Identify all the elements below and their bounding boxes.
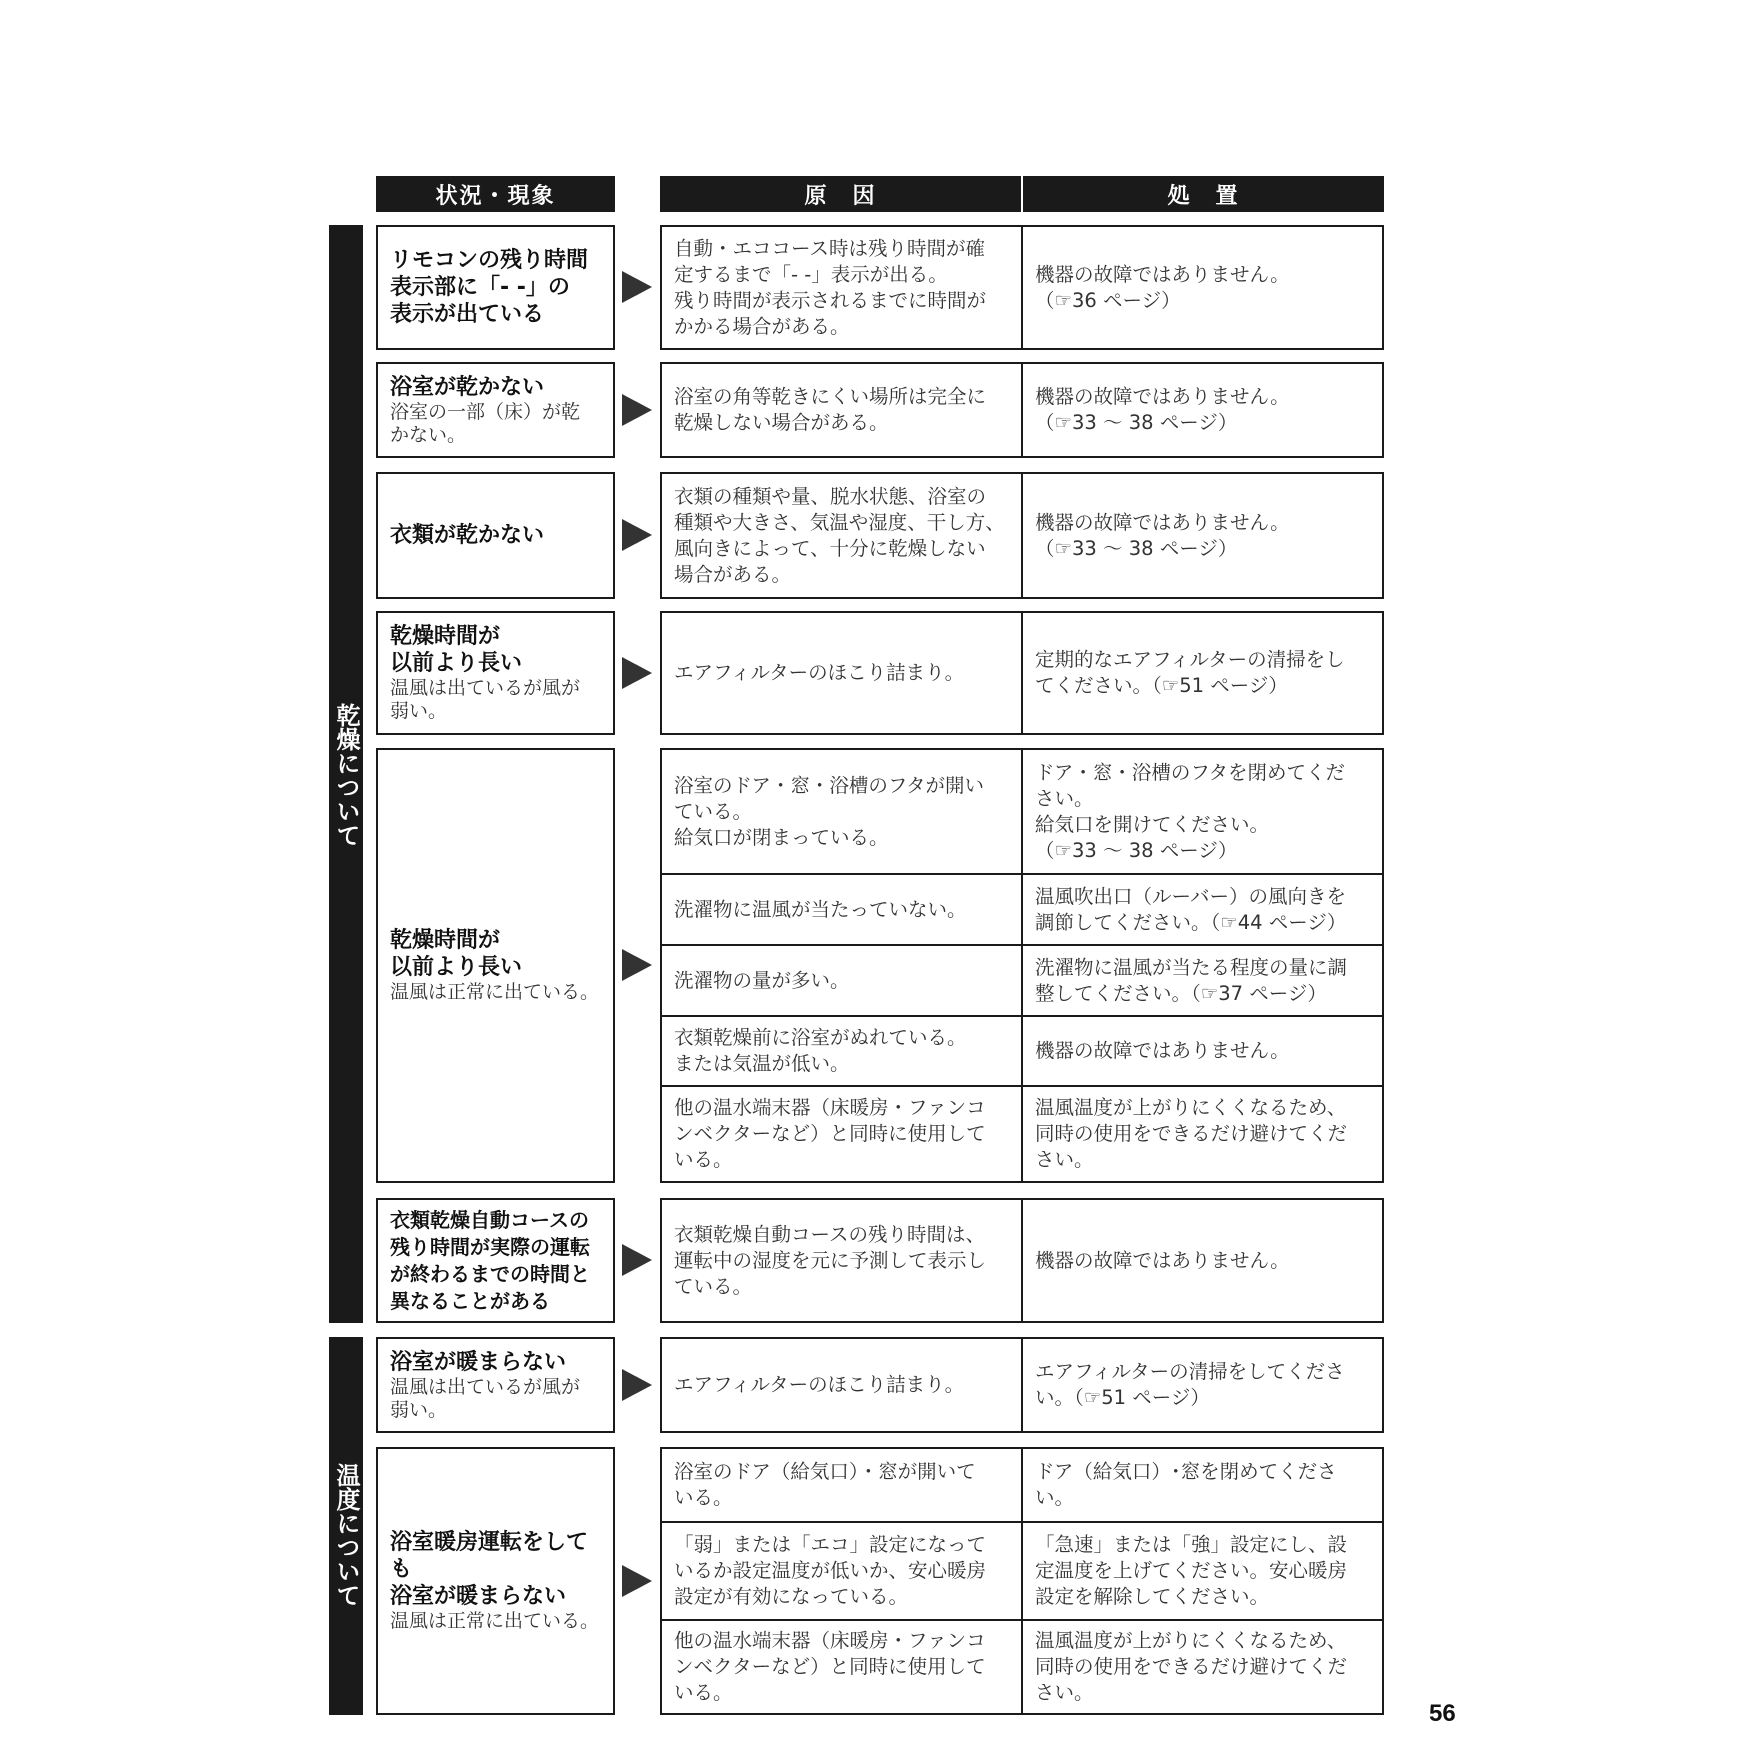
section-label-drying: 乾燥について [332,703,360,847]
symptom-cell [376,611,615,735]
arrow-icon [622,1369,652,1401]
cause-cell: 衣類乾燥自動コースの残り時間は、 運転中の湿度を元に予測して表示し ている。 [674,1222,987,1298]
header-remedy: 処 置 [1023,176,1384,212]
remedy-cell: 機器の故障ではありません。 （☞36 ページ） [1035,262,1290,312]
symptom-cell [376,1447,615,1715]
remedy-cell: 温風温度が上がりにくくなるため、 同時の使用をできるだけ避けてくだ さい。 [1035,1629,1348,1704]
symptom-cell [376,1198,615,1323]
symptom-detail: 温風は正常に出ている。 [390,1610,600,1632]
cause-cell: 浴室のドア・窓・浴槽のフタが開い ている。 給気口が閉まっている。 [674,773,985,849]
arrow-icon [622,1244,652,1276]
header-symptom: 状況・現象 [376,176,615,212]
cause-cell: 衣類の種類や量、脱水状態、浴室の 種類や大きさ、気温や湿度、干し方、 風向きによって、十分に乾燥しない 場合がある。 [674,484,1005,586]
cause-cell: 浴室のドア（給気口）・窓が開いて いる。 [674,1460,976,1509]
symptom-detail: 浴室の一部（床）が乾 かない。 [390,400,581,446]
symptom-detail: 温風は出ているが風が 弱い。 [390,1375,581,1421]
remedy-cell: 定期的なエアフィルターの清掃をし てください。（☞51 ページ） [1035,648,1345,697]
cause-cell: エアフィルターのほこり詰まり。 [674,661,965,684]
symptom-cell [376,472,615,599]
cause-cell: 他の温水端末器（床暖房・ファンコ ンベクターなど）と同時に使用して いる。 [674,1096,986,1171]
symptom-title: 衣類が乾かない [390,523,545,548]
arrow-icon [622,657,652,689]
page-number: 56 [1429,1700,1456,1727]
cause-cell: 洗濯物の量が多い。 [674,968,850,992]
arrow-icon [622,394,652,426]
symptom-cell [376,362,615,458]
remedy-cell: 洗濯物に温風が当たる程度の量に調 整してください。（☞37 ページ） [1035,955,1348,1005]
remedy-cell: 「急速」または「強」設定にし、設 定温度を上げてください。安心暖房 設定を解除してください。 [1035,1533,1348,1608]
header-cause: 原 因 [660,176,1021,212]
remedy-cell: 温風温度が上がりにくくなるため、 同時の使用をできるだけ避けてくだ さい。 [1035,1096,1348,1171]
cause-cell: 「弱」または「エコ」設定になって いるか設定温度が低いか、安心暖房 設定が有効になっている。 [674,1533,987,1608]
symptom-title: 浴室が乾かない [390,374,545,400]
remedy-cell: ドア・窓・浴槽のフタを閉めてくだ さい。 給気口を開けてください。 （☞33 ～ 38 ページ） [1035,760,1346,862]
symptom-cell [376,225,615,350]
arrow-icon [622,271,652,303]
symptom-title: 乾燥時間が 以前より長い [390,928,523,980]
symptom-detail: 温風は正常に出ている。 [390,981,600,1003]
symptom-detail: 温風は出ているが風が 弱い。 [390,677,581,722]
remedy-cell: 機器の故障ではありません。 （☞33 ～ 38 ページ） [1035,510,1290,560]
cause-cell: 他の温水端末器（床暖房・ファンコ ンベクターなど）と同時に使用して いる。 [674,1629,986,1704]
remedy-cell: 機器の故障ではありません。 [1035,1248,1290,1272]
symptom-title: 浴室暖房運転をしても 浴室が暖まらない [390,1530,589,1609]
arrow-icon [622,1565,652,1597]
symptom-cell [376,748,615,1183]
remedy-cell: エアフィルターの清掃をしてくださ い。（☞51 ページ） [1035,1360,1345,1409]
cause-cell: 自動・エココース時は残り時間が確 定するまで「- -」表示が出る。 残り時間が表示されるまでに時間が かかる場合がある。 [674,236,987,338]
symptom-title: リモコンの残り時間 表示部に「- -」の 表示が出ている [390,248,589,327]
cause-cell: 衣類乾燥前に浴室がぬれている。 または気温が低い。 [674,1026,967,1075]
arrow-icon [622,519,652,551]
remedy-cell: 温風吹出口（ルーバー）の風向きを 調節してください。（☞44 ページ） [1035,884,1347,934]
remedy-cell: 機器の故障ではありません。 [1035,1039,1290,1062]
arrow-icon [622,949,652,981]
cause-cell: エアフィルターのほこり詰まり。 [674,1373,965,1396]
section-label-temperature: 温度について [332,1463,360,1607]
symptom-title: 衣類乾燥自動コースの 残り時間が実際の運転 が終わるまでの時間と 異なることがある [390,1207,590,1313]
cause-cell: 浴室の角等乾きにくい場所は完全に 乾燥しない場合がある。 [674,385,987,434]
symptom-title: 乾燥時間が 以前より長い [390,624,523,676]
remedy-cell: 機器の故障ではありません。 （☞33 ～ 38 ページ） [1035,385,1290,434]
remedy-cell: ドア（給気口）･窓を閉めてください。 [1035,1460,1337,1509]
symptom-title: 浴室が暖まらない [390,1349,567,1375]
symptom-cell [376,1337,615,1433]
cause-cell: 洗濯物に温風が当たっていない。 [674,897,967,921]
